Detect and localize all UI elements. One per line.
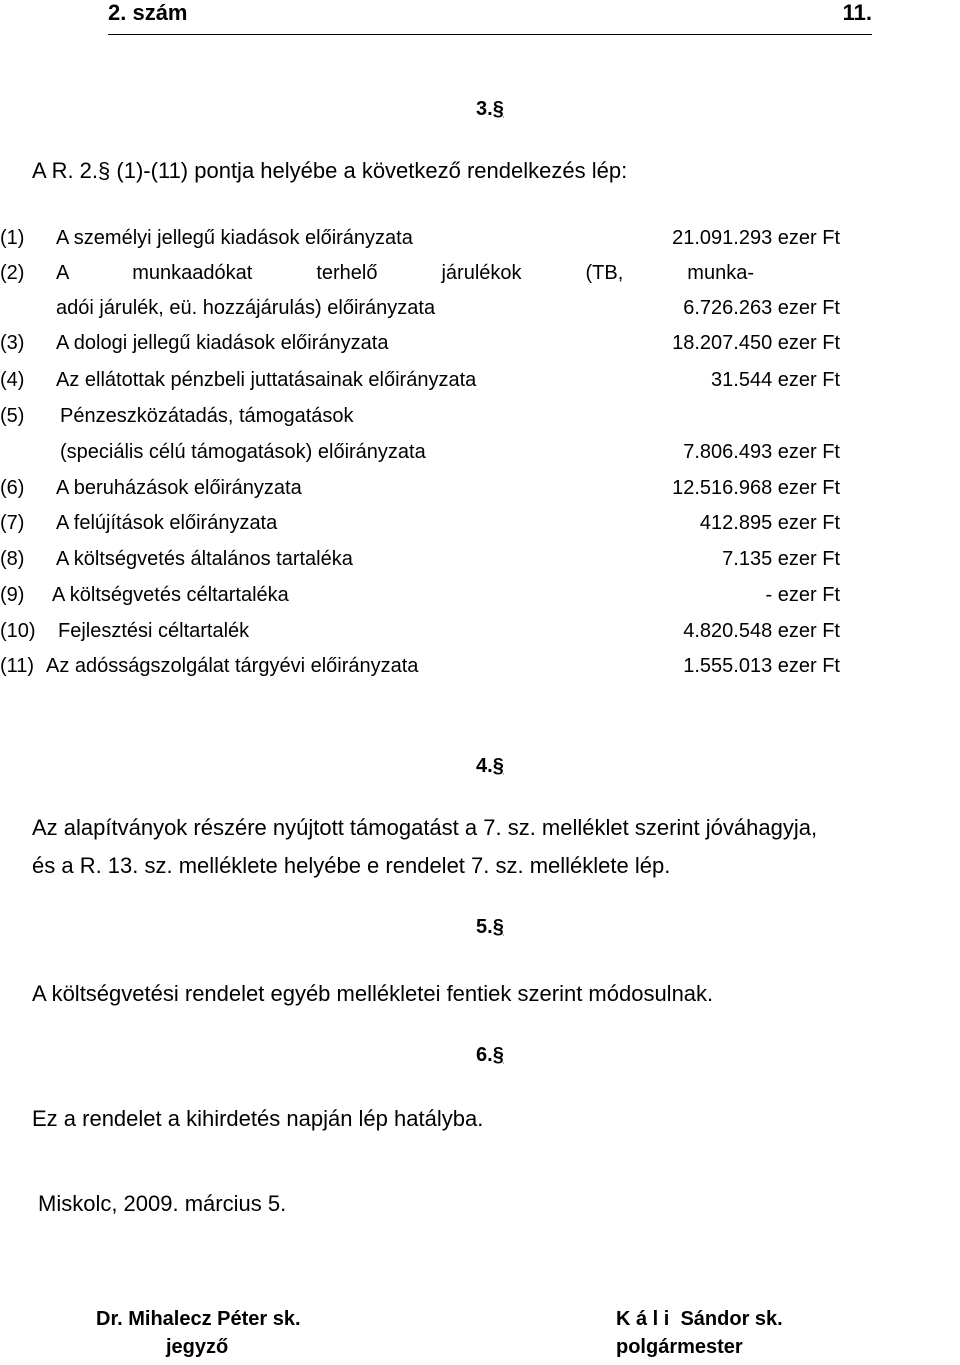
item-amount: 21.091.293 ezer Ft [672, 227, 840, 249]
item-amount: 18.207.450 ezer Ft [672, 332, 840, 354]
list-item [0, 259, 840, 287]
signature-right-name: K á l i Sándor sk. [616, 1308, 783, 1330]
item-number: (9) [0, 584, 25, 606]
section-number: 3. [476, 98, 493, 120]
list-item-continuation [0, 438, 840, 466]
item-amount: 6.726.263 ezer Ft [683, 297, 840, 319]
item-number: (3) [0, 332, 25, 354]
section-6-text: Ez a rendelet a kihirdetés napján lép hatályba. [32, 1106, 484, 1131]
item-number: (1) [0, 227, 25, 249]
item-amount: 412.895 ezer Ft [699, 512, 840, 534]
section-number: 6. [476, 1044, 493, 1066]
item-text: A személyi jellegű kiadások előirányzata [56, 227, 413, 249]
item-number: (10) [0, 620, 36, 642]
item-number: (5) [0, 405, 25, 427]
item-text: A költségvetés céltartaléka [52, 584, 289, 606]
issue-number: 2. szám [108, 0, 188, 25]
section-number: 4. [476, 755, 493, 777]
item-text-continued: (speciális célú támogatások) előirányzata [60, 441, 426, 463]
section-3-heading [476, 98, 504, 121]
signature-left-title: jegyző [166, 1336, 229, 1358]
item-text: Az adósságszolgálat tárgyévi előirányzata [46, 655, 419, 677]
paragraph-sign: § [492, 1044, 504, 1066]
signature-right-title: polgármester [616, 1336, 743, 1358]
list-item [0, 652, 840, 680]
item-number: (8) [0, 548, 25, 570]
list-item [0, 617, 840, 645]
section-3-intro [32, 158, 627, 184]
list-item [0, 545, 840, 573]
section-4-text-line-2: és a R. 13. sz. melléklete helyébe e rendelet 7. sz. melléklete lép. [32, 853, 671, 878]
intro-prefix: A R. 2. [32, 158, 99, 183]
section-5-text: A költségvetési rendelet egyéb mellékletei fentiek szerint módosulnak. [32, 981, 714, 1006]
list-item-continuation [0, 294, 840, 322]
list-item [0, 509, 840, 537]
place-date: Miskolc, 2009. március 5. [38, 1191, 287, 1216]
section-5-heading [476, 916, 504, 939]
list-item [0, 581, 840, 609]
paragraph-sign: § [492, 916, 504, 938]
item-amount: 31.544 ezer Ft [711, 369, 840, 391]
item-number: (6) [0, 477, 25, 499]
intro-text: (1)-(11) pontja helyébe a következő rendelkezés lép: [116, 158, 628, 183]
page-header [108, 0, 872, 35]
item-amount: 4.820.548 ezer Ft [683, 620, 840, 642]
item-amount: 1.555.013 ezer Ft [683, 655, 840, 677]
paragraph-sign: § [98, 158, 111, 183]
item-text: Az ellátottak pénzbeli juttatásainak előirányzata [56, 369, 477, 391]
section-6-heading [476, 1044, 504, 1067]
section-4-text-line-1: Az alapítványok részére nyújtott támogatást a 7. sz. melléklet szerint jóváhagyja, [32, 815, 818, 840]
item-amount: 7.806.493 ezer Ft [683, 441, 840, 463]
item-number: (7) [0, 512, 25, 534]
item-text: A dologi jellegű kiadások előirányzata [56, 332, 389, 354]
item-number: (11) [0, 655, 35, 677]
page-number: 11. [842, 0, 872, 25]
item-amount: 7.135 ezer Ft [722, 548, 840, 570]
list-item [0, 474, 840, 502]
paragraph-sign: § [492, 98, 504, 120]
list-item [0, 224, 840, 252]
paragraph-sign: § [492, 755, 504, 777]
list-item [0, 402, 840, 430]
item-text-continued: adói járulék, eü. hozzájárulás) előirányzata [56, 297, 436, 319]
item-text: A munkaadókat terhelő járulékok (TB, munka- [56, 262, 754, 284]
section-4-heading [476, 755, 504, 778]
list-item [0, 366, 840, 394]
item-text: A beruházások előirányzata [56, 477, 302, 499]
item-number: (4) [0, 369, 25, 391]
item-amount: 12.516.968 ezer Ft [672, 477, 840, 499]
list-item [0, 329, 840, 357]
item-amount: - ezer Ft [765, 584, 840, 606]
item-text: Pénzeszközátadás, támogatások [60, 405, 354, 427]
item-text: A költségvetés általános tartaléka [56, 548, 353, 570]
item-text: A felújítások előirányzata [56, 512, 278, 534]
item-number: (2) [0, 262, 25, 284]
section-number: 5. [476, 916, 493, 938]
item-text: Fejlesztési céltartalék [58, 620, 250, 642]
signature-left-name: Dr. Mihalecz Péter sk. [96, 1308, 301, 1330]
